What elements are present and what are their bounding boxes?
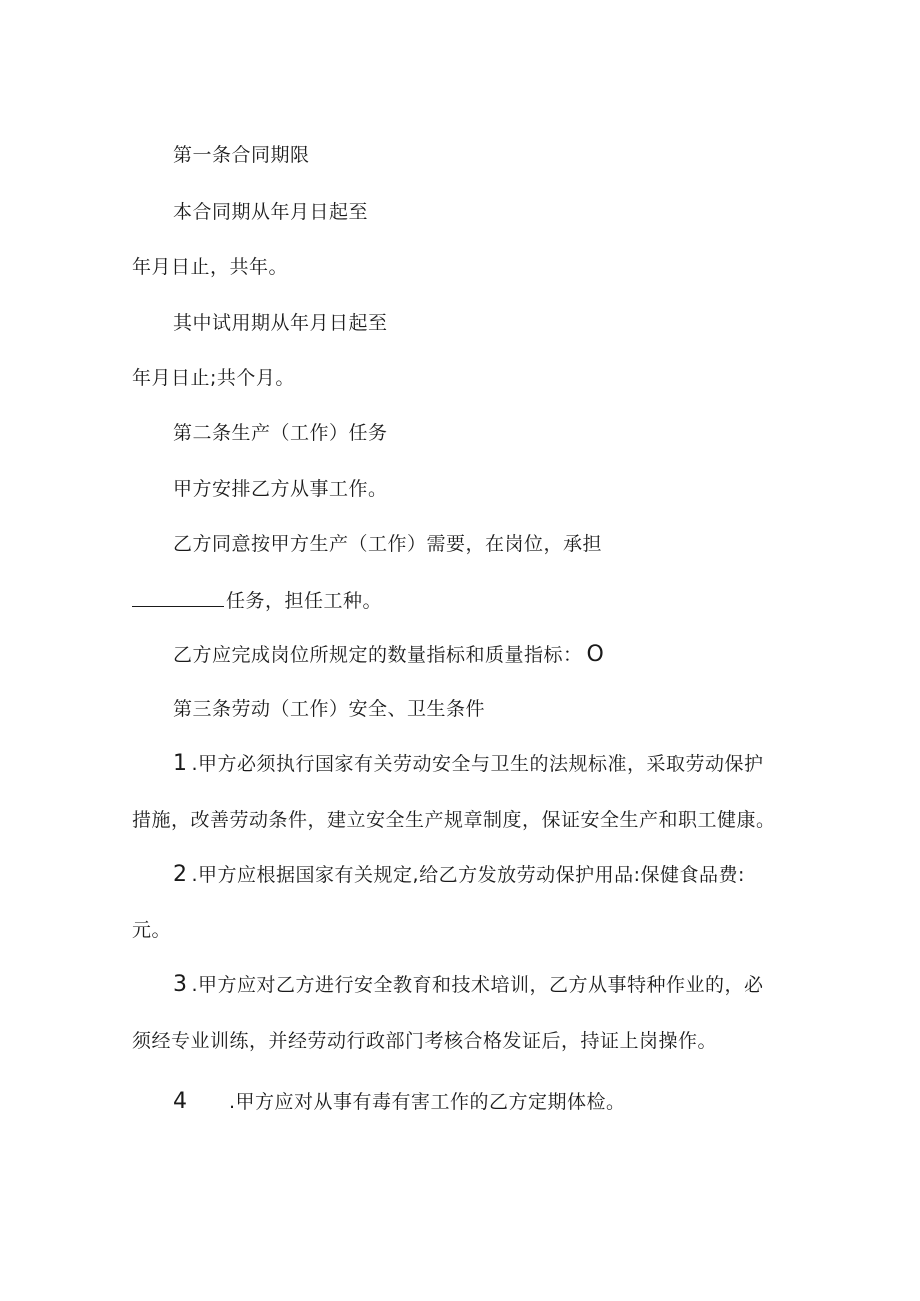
article1-term-line2: 年月日止，共年。 (132, 256, 289, 278)
article2-p1: 甲方安排乙方从事工作。 (173, 478, 388, 500)
article2-p2-line2: 任务，担任工种。 (226, 590, 383, 612)
article3-item2-line2: 元。 (132, 919, 172, 941)
article3-item2-line1-row (173, 863, 745, 887)
article2-title: 第二条生产（工作）任务 (173, 422, 388, 444)
item-number: 4 (173, 1089, 188, 1114)
article2-p2-line2-row (132, 588, 382, 613)
article3-item4-line1-row (173, 1090, 626, 1114)
article3-title: 第三条劳动（工作）安全、卫生条件 (173, 698, 486, 720)
item-number: 1 (173, 751, 188, 776)
article2-p3-row (173, 643, 604, 667)
article3-item3-line1-row (173, 973, 764, 997)
article1-trial-line2: 年月日止;共个月。 (132, 367, 295, 389)
fill-in-blank (132, 588, 224, 607)
article3-item3-line1: .甲方应对乙方进行安全教育和技术培训，乙方从事特种作业的，必 (191, 974, 764, 996)
item-number: 3 (173, 972, 188, 997)
article3-item1-line1: .甲方必须执行国家有关劳动安全与卫生的法规标准，采取劳动保护 (191, 753, 764, 775)
article3-item4-line1: .甲方应对从事有毒有害工作的乙方定期体检。 (229, 1091, 626, 1113)
article1-trial-line1: 其中试用期从年月日起至 (173, 312, 388, 334)
article1-title: 第一条合同期限 (173, 144, 310, 166)
article2-p3-tail: O (586, 642, 605, 667)
article3-item2-line1: .甲方应根据国家有关规定,给乙方发放劳动保护用品:保健食品费: (191, 864, 745, 886)
item-number: 2 (173, 862, 188, 887)
article3-item1-line1-row (173, 752, 764, 776)
article3-item1-line2: 措施，改善劳动条件，建立安全生产规章制度，保证安全生产和职工健康。 (132, 809, 776, 831)
article2-p2-line1: 乙方同意按甲方生产（工作）需要，在岗位，承担 (173, 533, 603, 555)
article1-term-line1: 本合同期从年月日起至 (173, 201, 369, 223)
article2-p3: 乙方应完成岗位所规定的数量指标和质量指标： (173, 644, 583, 666)
article3-item3-line2: 须经专业训练，并经劳动行政部门考核合格发证后，持证上岗操作。 (132, 1030, 718, 1052)
